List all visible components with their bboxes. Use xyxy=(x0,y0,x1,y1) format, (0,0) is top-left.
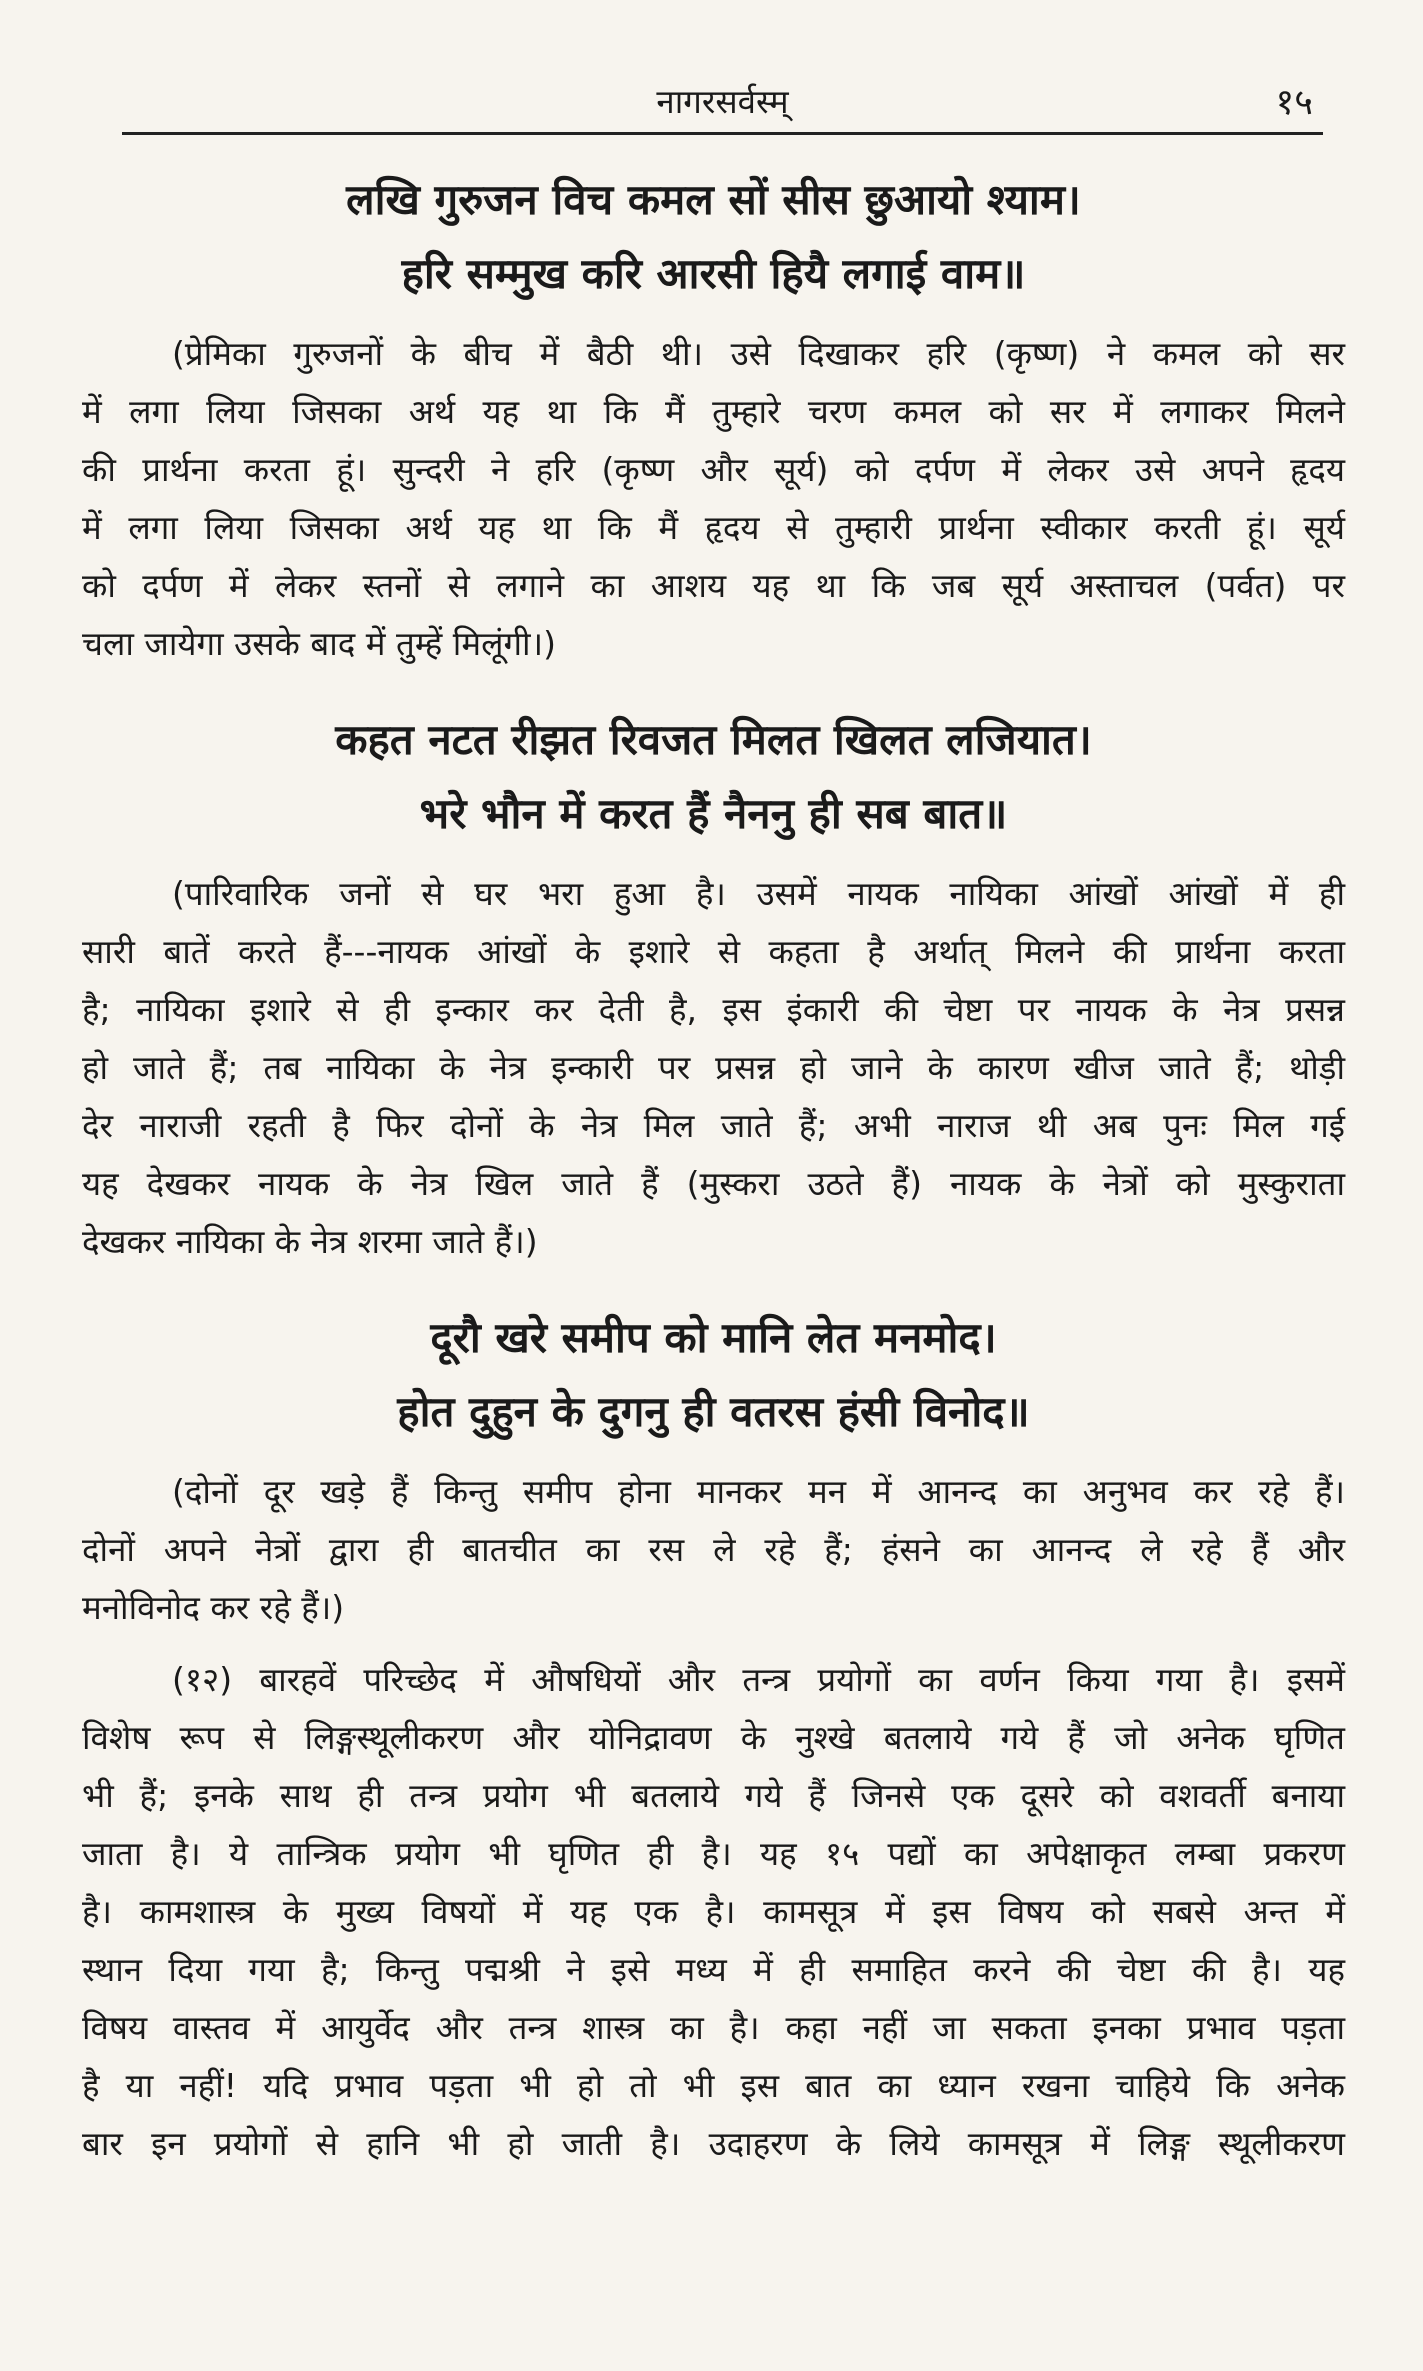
verse-3 xyxy=(82,1301,1345,1449)
gloss-line: हो जाते हैं; तब नायिका के नेत्र इन्कारी पर प्रसन्न हो जाने के कारण खीज जाते हैं; थोड़ी xyxy=(82,1048,1345,1087)
verse-line: हरि सम्मुख करि आरसी हियै लगाई वाम॥ xyxy=(401,249,1026,298)
gloss-2 xyxy=(82,865,1345,1271)
gloss-line: देर नाराजी रहती है फिर दोनों के नेत्र मिल जाते हैं; अभी नाराज थी अब पुनः मिल गई xyxy=(82,1106,1345,1145)
page-number: १५ xyxy=(1275,82,1313,123)
paragraph-12 xyxy=(82,1651,1345,2173)
verse-2 xyxy=(82,703,1345,851)
gloss-line: देखकर नायिका के नेत्र शरमा जाते हैं।) xyxy=(82,1222,538,1261)
verse-line: भरे भौन में करत हैं नैननु ही सब बात॥ xyxy=(419,789,1008,838)
verse-line: कहत नटत रीझत रिवजत मिलत खिलत लजियात। xyxy=(335,715,1092,764)
gloss-line: मनोविनोद कर रहे हैं।) xyxy=(82,1588,345,1627)
gloss-line: (प्रेमिका गुरुजनों के बीच में बैठी थी। उसे दिखाकर हरि (कृष्ण) ने कमल को सर xyxy=(172,334,1345,373)
gloss-line: सारी बातें करते हैं---नायक आंखों के इशारे से कहता है अर्थात् मिलने की प्रार्थना करता xyxy=(82,932,1345,971)
paragraph-line: है या नहीं! यदि प्रभाव पड़ता भी हो तो भी इस बात का ध्यान रखना चाहिये कि अनेक xyxy=(82,2066,1345,2105)
gloss-3 xyxy=(82,1463,1345,1637)
gloss-line: है; नायिका इशारे से ही इन्कार कर देती है, इस इंकारी की चेष्टा पर नायक के नेत्र प्रसन्न xyxy=(82,990,1345,1029)
verse-line: दूरौ खरे समीप को मानि लेत मनमोद। xyxy=(430,1313,997,1362)
gloss-1 xyxy=(82,325,1345,673)
gloss-line: की प्रार्थना करता हूं। सुन्दरी ने हरि (कृष्ण और सूर्य) को दर्पण में लेकर उसे अपने हृदय xyxy=(82,450,1345,489)
paragraph-line: स्थान दिया गया है; किन्तु पद्मश्री ने इसे मध्य में ही समाहित करने की चेष्टा की है। यह xyxy=(82,1950,1345,1989)
verse-1 xyxy=(82,163,1345,311)
paragraph-line: विशेष रूप से लिङ्गस्थूलीकरण और योनिद्रावण के नुश्खे बतलाये गये हैं जो अनेक घृणित xyxy=(82,1718,1345,1757)
gloss-line: (दोनों दूर खड़े हैं किन्तु समीप होना मानकर मन में आनन्द का अनुभव कर रहे हैं। xyxy=(172,1472,1345,1511)
verse-line: होत दुहुन के दुगनु ही वतरस हंसी विनोद॥ xyxy=(397,1387,1030,1436)
gloss-line: दोनों अपने नेत्रों द्वारा ही बातचीत का रस ले रहे हैं; हंसने का आनन्द ले रहे हैं और xyxy=(82,1530,1345,1569)
gloss-line: को दर्पण में लेकर स्तनों से लगाने का आशय यह था कि जब सूर्य अस्ताचल (पर्वत) पर xyxy=(82,566,1345,605)
running-header xyxy=(122,72,1323,135)
gloss-line: चला जायेगा उसके बाद में तुम्हें मिलूंगी।) xyxy=(82,624,556,663)
gloss-line: में लगा लिया जिसका अर्थ यह था कि मैं तुम्हारे चरण कमल को सर में लगाकर मिलने xyxy=(82,392,1345,431)
paragraph-line: जाता है। ये तान्त्रिक प्रयोग भी घृणित ही है। यह १५ पद्यों का अपेक्षाकृत लम्बा प्रकरण xyxy=(82,1834,1345,1873)
gloss-line: यह देखकर नायक के नेत्र खिल जाते हैं (मुस्करा उठते हैं) नायक के नेत्रों को मुस्कुराता xyxy=(82,1164,1345,1203)
verse-line: लखि गुरुजन विच कमल सों सीस छुआयो श्याम। xyxy=(346,175,1081,224)
paragraph-line: भी हैं; इनके साथ ही तन्त्र प्रयोग भी बतलाये गये हैं जिनसे एक दूसरे को वशवर्ती बनाया xyxy=(82,1776,1345,1815)
gloss-line: में लगा लिया जिसका अर्थ यह था कि मैं हृदय से तुम्हारी प्रार्थना स्वीकार करती हूं। सूर्य xyxy=(82,508,1345,547)
paragraph-line: विषय वास्तव में आयुर्वेद और तन्त्र शास्त्र का है। कहा नहीं जा सकता इनका प्रभाव पड़ता xyxy=(82,2008,1345,2047)
paragraph-line: बार इन प्रयोगों से हानि भी हो जाती है। उदाहरण के लिये कामसूत्र में लिङ्ग स्थूलीकरण xyxy=(82,2124,1345,2163)
paragraph-line: (१२) बारहवें परिच्छेद में औषधियों और तन्त्र प्रयोगों का वर्णन किया गया है। इसमें xyxy=(172,1660,1345,1699)
gloss-line: (पारिवारिक जनों से घर भरा हुआ है। उसमें नायक नायिका आंखों आंखों में ही xyxy=(172,874,1345,913)
paragraph-line: है। कामशास्त्र के मुख्य विषयों में यह एक है। कामसूत्र में इस विषय को सबसे अन्त में xyxy=(82,1892,1345,1931)
running-title: नागरसर्वस्म् xyxy=(656,82,789,121)
